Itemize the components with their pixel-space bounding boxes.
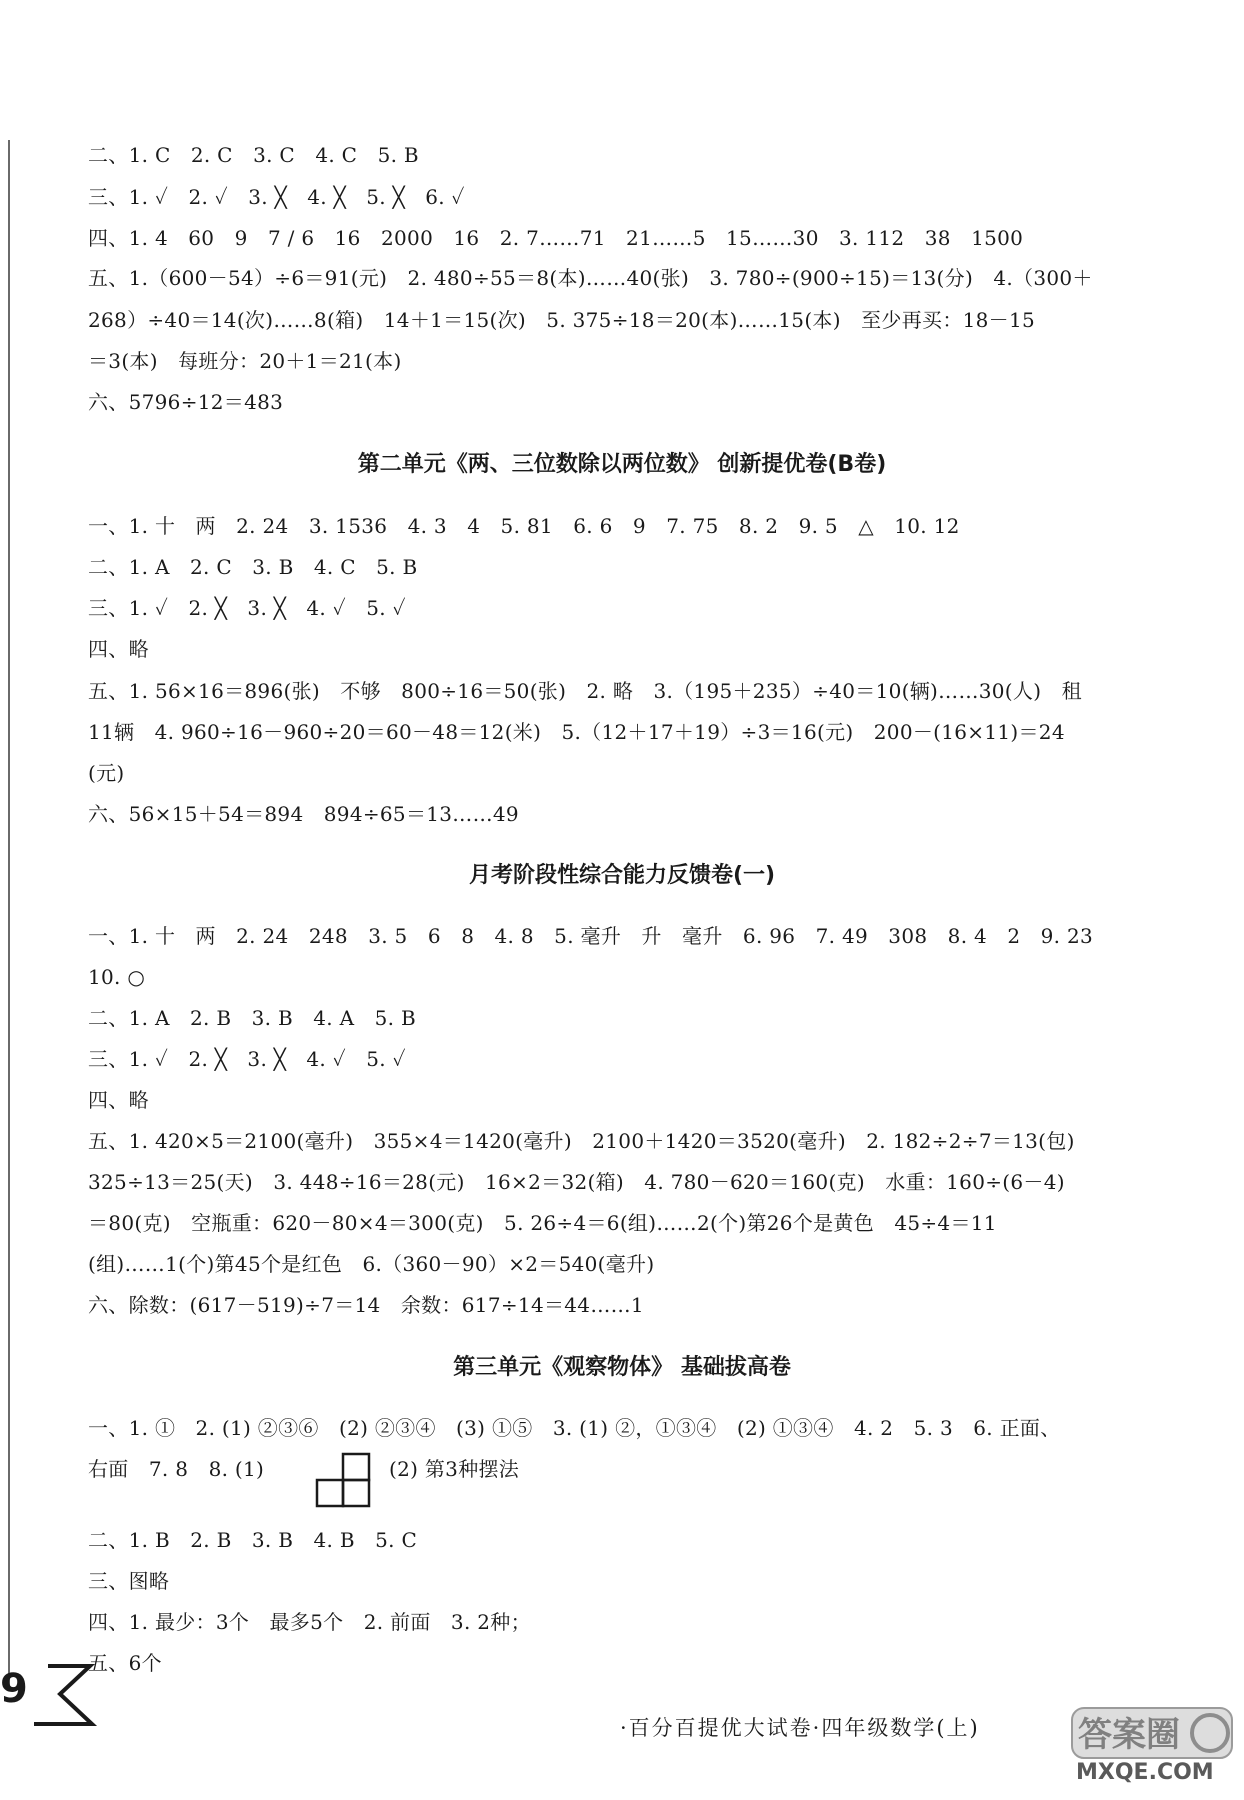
answer-line: 六、5796÷12＝483 <box>88 390 284 414</box>
answer-line: 三、1. ✓ 2. ╳ 3. ╳ 4. ✓ 5. ✓ <box>88 596 406 620</box>
section-title: 第二单元《两、三位数除以两位数》 创新提优卷(B卷) <box>357 452 887 477</box>
answer-line: 一、1. ① 2. (1) ②③⑥ (2) ②③④ (3) ①⑤ 3. (1) ②，①③④ (2) ①③④ 4. 2 5. 3 6. 正面、 <box>88 1416 1061 1440</box>
section-title: 第三单元《观察物体》 基础拔高卷 <box>453 1355 791 1380</box>
answer-line: 二、1. B 2. B 3. B 4. B 5. C <box>88 1528 418 1552</box>
answer-line: 五、1. 420×5＝2100(毫升) 355×4＝1420(毫升) 2100＋1420＝3520(毫升) 2. 182÷2÷7＝13(包) <box>88 1129 1075 1153</box>
left-margin-line <box>8 140 10 1690</box>
answer-line: 四、1. 最少：3个 最多5个 2. 前面 3. 2种； <box>88 1610 531 1634</box>
answer-line: 三、图略 <box>88 1569 170 1593</box>
answer-line: 二、1. A 2. B 3. B 4. A 5. B <box>88 1006 416 1030</box>
answer-line: ＝3(本) 每班分：20＋1＝21(本) <box>88 349 402 373</box>
page-number: 9 <box>0 1666 28 1712</box>
book-title-footer: ·百分百提优大试卷·四年级数学(上) <box>620 1716 980 1740</box>
answer-line: 一、1. 十 两 2. 24 248 3. 5 6 8 4. 8 5. 毫升 升 毫升 6. 96 7. 49 308 8. 4 2 9. 23 <box>88 924 1094 948</box>
watermark-logo-icon <box>1060 1700 1244 1800</box>
answer-line: (2) 第3种摆法 <box>389 1457 520 1481</box>
answer-line: 10. ○ <box>88 965 146 989</box>
answer-line: 二、1. A 2. C 3. B 4. C 5. B <box>88 555 418 579</box>
answer-line: (组)……1(个)第45个是红色 6.（360－90）×2＝540(毫升) <box>88 1252 655 1276</box>
answer-line: 五、1.（600－54）÷6＝91(元) 2. 480÷55＝8(本)……40(张) 3. 780÷(900÷15)＝13(分) 4.（300＋ <box>88 266 1093 290</box>
cube-arrangement-figure <box>315 1452 371 1508</box>
answer-line: 六、除数：(617－519)÷7＝14 余数：617÷14＝44……1 <box>88 1293 644 1317</box>
answer-line: 五、1. 56×16＝896(张) 不够 800÷16＝50(张) 2. 略 3.（195＋235）÷40＝10(辆)……30(人) 租 <box>88 679 1082 703</box>
answer-line: 325÷13＝25(天) 3. 448÷16＝28(元) 16×2＝32(箱) 4. 780－620＝160(克) 水重：160÷(6－4) <box>88 1170 1065 1194</box>
section-title: 月考阶段性综合能力反馈卷(一) <box>468 863 776 888</box>
answer-line: 四、略 <box>88 637 149 661</box>
answer-line: ＝80(克) 空瓶重：620－80×4＝300(克) 5. 26÷4＝6(组)……2(个)第26个是黄色 45÷4＝11 <box>88 1211 997 1235</box>
answer-line: 六、56×15＋54＝894 894÷65＝13……49 <box>88 802 519 826</box>
answer-line: (元) <box>88 761 125 785</box>
answer-line: 三、1. ✓ 2. ✓ 3. ╳ 4. ╳ 5. ╳ 6. ✓ <box>88 185 465 209</box>
answer-line: 三、1. ✓ 2. ╳ 3. ╳ 4. ✓ 5. ✓ <box>88 1047 406 1071</box>
answer-line: 右面 7. 8 8. (1) <box>88 1457 265 1481</box>
answer-line: 268）÷40＝14(次)……8(箱) 14＋1＝15(次) 5. 375÷18＝20(本)……15(本) 至少再买：18－15 <box>88 308 1036 332</box>
watermark-logo-text: 答案圈 <box>1078 1715 1180 1755</box>
answer-line: 二、1. C 2. C 3. C 4. C 5. B <box>88 143 419 167</box>
answer-line: 四、略 <box>88 1088 149 1112</box>
answer-line: 11辆 4. 960÷16－960÷20＝60－48＝12(米) 5.（12＋17＋19）÷3＝16(元) 200－(16×11)＝24 <box>88 720 1065 744</box>
answer-line: 一、1. 十 两 2. 24 3. 1536 4. 3 4 5. 81 6. 6 9 7. 75 8. 2 9. 5 △ 10. 12 <box>88 514 960 538</box>
answer-line: 四、1. 4 60 9 7 / 6 16 2000 16 2. 7……71 21……5 15……30 3. 112 38 1500 <box>88 226 1024 250</box>
answer-line: 五、6个 <box>88 1651 162 1675</box>
watermark-url: MXQE.COM <box>1076 1760 1214 1785</box>
